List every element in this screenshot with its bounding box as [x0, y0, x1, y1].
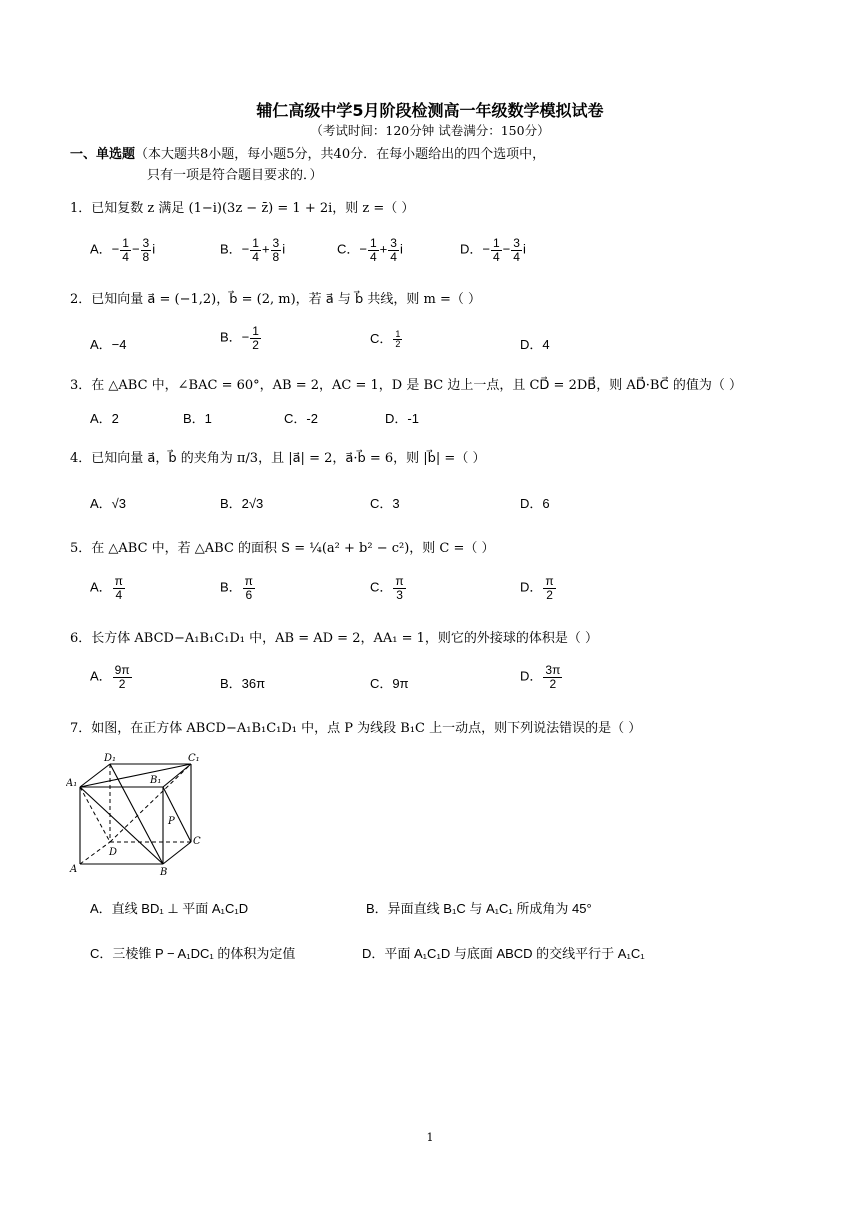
section-heading — [70, 143, 545, 162]
q5-option-a: A． $\frac{\pi}{4}$ — [90, 574, 123, 602]
label-b: B — [160, 867, 168, 876]
label-d: D — [109, 847, 118, 858]
q4-option-a: A．√3 — [90, 496, 127, 511]
q1-option-c: C．− $\frac{1}{4}$ + $\frac{3}{4}$ i — [337, 236, 403, 264]
question-7-stem: 7．如图，在正方体 ABCD−A₁B₁C₁D₁ 中，点 P 为线段 B₁C 上一动点，则下列说法错误的是（ ） — [70, 721, 642, 736]
question-2-stem: 2．已知向量 a⃗ = (−1,2)，b⃗ = (2, m)，若 a⃗ 与 b⃗ 共线，则 m =（ ） — [70, 292, 482, 307]
label-a1: A₁ — [66, 778, 78, 789]
q4-option-b: B．2√3 — [220, 496, 264, 511]
question-1-stem: 1．已知复数 z 满足 (1−i)(3z − z̄) = 1 + 2i，则 z =（ ） — [70, 201, 415, 216]
q3-option-b: B．1 — [183, 411, 212, 426]
question-5-stem: 5．在 △ABC 中，若 △ABC 的面积 S = ¼(a² + b² − c²)，则 C =（ ） — [70, 541, 495, 556]
cube-figure — [66, 752, 206, 876]
q1-option-a: A．− $\frac{1}{4}$ − $\frac{3}{8}$ i — [90, 236, 156, 264]
exam-subtitle: （考试时间：120分钟 试卷满分：150分） — [310, 123, 550, 138]
q2-option-c: C． $\frac{1}{2}$ — [370, 328, 401, 350]
q4-option-c: C．3 — [370, 496, 400, 511]
diag-b1-c — [163, 787, 191, 842]
q4-option-d: D．6 — [520, 496, 550, 511]
q2-option-b: B．− $\frac{1}{2}$ — [220, 324, 259, 352]
label-c: C — [193, 836, 201, 847]
q5-option-b: B． $\frac{\pi}{6}$ — [220, 574, 253, 602]
q5-option-c: C． $\frac{\pi}{3}$ — [370, 574, 404, 602]
q6-option-b: B．36π — [220, 676, 266, 691]
page-number: 1 — [426, 1131, 434, 1144]
q6-option-c: C．9π — [370, 676, 409, 691]
q7-option-d: D．平面 A₁C₁D 与底面 ABCD 的交线平行于 A₁C₁ — [362, 946, 645, 961]
hidden-edge-a-d — [80, 842, 110, 864]
question-6-stem: 6．长方体 ABCD−A₁B₁C₁D₁ 中，AB = AD = 2，AA₁ = 1，则它的外接球的体积是（ ） — [70, 631, 599, 646]
exam-title: 辅仁高级中学5月阶段检测高一年级数学模拟试卷 — [256, 101, 604, 120]
q7-option-a: A．直线 BD₁ ⊥ 平面 A₁C₁D — [90, 901, 249, 916]
diag-a1-b — [80, 787, 163, 864]
label-a: A — [70, 864, 78, 875]
section-note-1: （本大题共8小题，每小题5分，共40分．在每小题给出的四个选项中， — [135, 147, 546, 162]
q3-option-c: C．-2 — [284, 411, 318, 426]
section-note-2: 只有一项是符合题目要求的．） — [147, 168, 323, 183]
q7-option-b: B．异面直线 B₁C 与 A₁C₁ 所成角为 45° — [366, 901, 592, 916]
edge-b-c — [163, 842, 191, 864]
label-p: P — [168, 816, 175, 827]
q6-option-d: D． $\frac{3\pi}{2}$ — [520, 663, 561, 691]
label-c1: C₁ — [188, 753, 200, 764]
question-3-stem: 3．在 △ABC 中，∠BAC = 60°，AB = 2，AC = 1，D 是 BC 边上一点，且 CD⃗ = 2DB⃗，则 AD⃗·BC⃗ 的值为（ ） — [70, 378, 742, 393]
label-b1: B₁ — [150, 775, 162, 786]
q1-option-b: B．− $\frac{1}{4}$ + $\frac{3}{8}$ i — [220, 236, 286, 264]
q2-option-a: A．−4 — [90, 337, 127, 352]
label-d1: D₁ — [104, 753, 117, 764]
q6-option-a: A． $\frac{9\pi}{2}$ — [90, 663, 130, 691]
q7-option-c: C．三棱锥 P − A₁DC₁ 的体积为定值 — [90, 946, 296, 961]
q1-option-d: D．− $\frac{1}{4}$ − $\frac{3}{4}$ i — [460, 236, 526, 264]
q2-option-d: D．4 — [520, 337, 550, 352]
question-4-stem: 4．已知向量 a⃗，b⃗ 的夹角为 π/3，且 |a⃗| = 2，a⃗·b⃗ = 6，则 |b⃗| =（ ） — [70, 451, 486, 466]
section-title: 一、单选题 — [70, 147, 136, 162]
hidden-diag-a1-d — [80, 787, 110, 842]
q3-option-a: A．2 — [90, 411, 119, 426]
diag-a1-c1 — [80, 764, 191, 787]
q3-option-d: D．-1 — [385, 411, 419, 426]
q5-option-d: D． $\frac{\pi}{2}$ — [520, 574, 554, 602]
